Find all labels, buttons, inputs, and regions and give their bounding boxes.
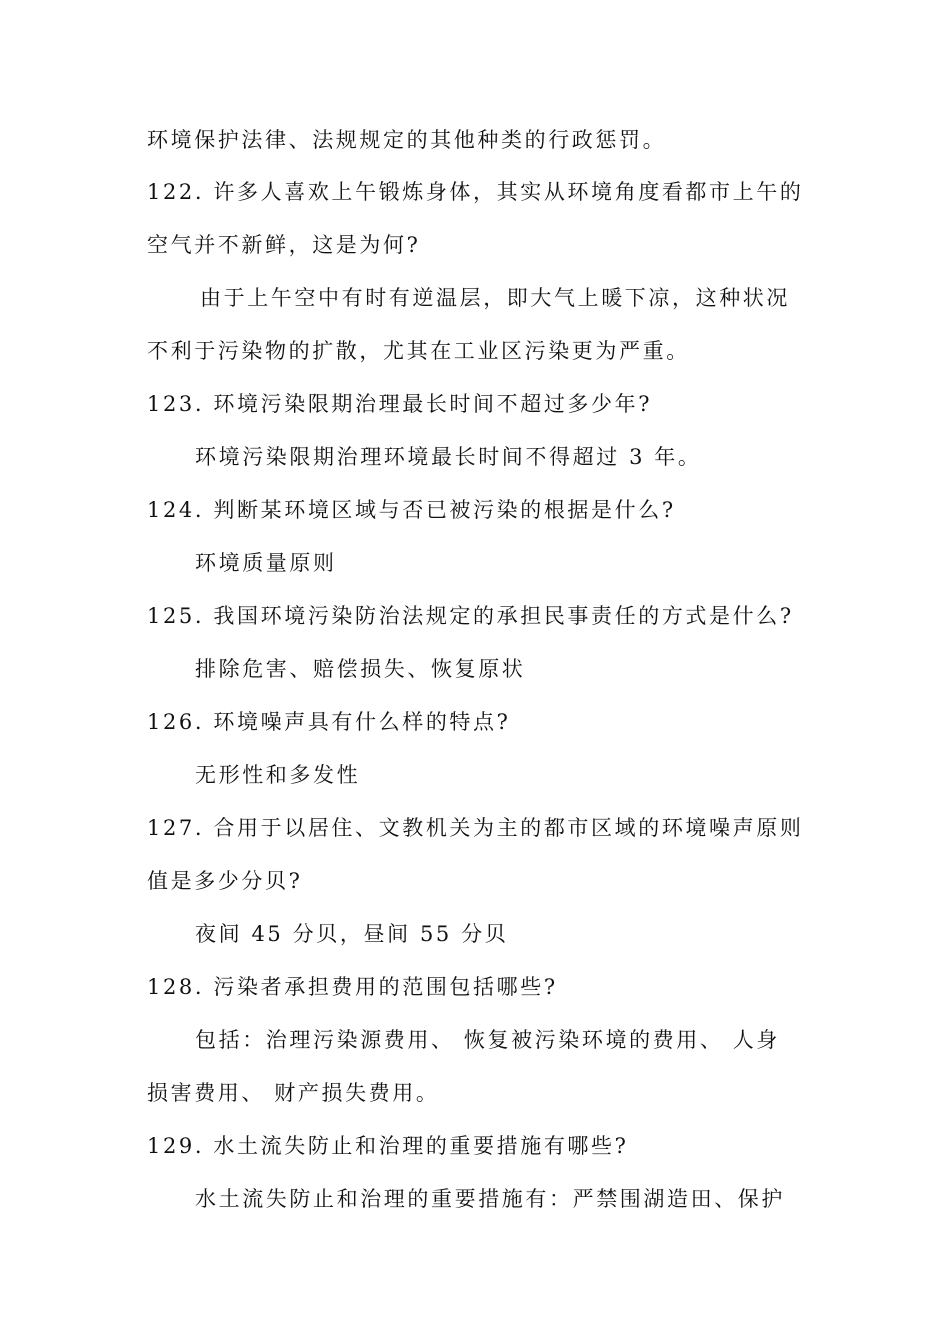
text-line: 环境保护法律、法规规定的其他种类的行政惩罚。	[147, 128, 667, 152]
answer-124: 环境质量原则	[195, 551, 337, 575]
question-126: 126. 环境噪声具有什么样的特点?	[147, 710, 511, 734]
answer-126: 无形性和多发性	[195, 763, 361, 787]
question-127: 127. 合用于以居住、文教机关为主的都市区域的环境噪声原则	[147, 816, 804, 840]
answer-125: 排除危害、赔偿损失、恢复原状	[195, 657, 526, 681]
text-line: 值是多少分贝?	[147, 869, 303, 893]
text-line: 不利于污染物的扩散，尤其在工业区污染更为严重。	[147, 339, 690, 363]
question-122: 122. 许多人喜欢上午锻炼身体，其实从环境角度看都市上午的	[147, 180, 804, 204]
answer-122: 由于上午空中有时有逆温层，即大气上暖下凉，这种状况	[200, 286, 790, 310]
question-124: 124. 判断某环境区域与否已被污染的根据是什么?	[147, 498, 676, 522]
answer-128: 包括：治理污染源费用、 恢复被污染环境的费用、 人身	[195, 1028, 780, 1052]
question-129: 129. 水土流失防止和治理的重要措施有哪些?	[147, 1134, 629, 1158]
question-125: 125. 我国环境污染防治法规定的承担民事责任的方式是什么?	[147, 604, 794, 628]
answer-123: 环境污染限期治理环境最长时间不得超过 3 年。	[195, 445, 702, 469]
question-128: 128. 污染者承担费用的范围包括哪些?	[147, 975, 558, 999]
text-line: 损害费用、 财产损失费用。	[147, 1081, 440, 1105]
answer-127: 夜间 45 分贝，昼间 55 分贝	[195, 922, 509, 946]
text-line: 空气并不新鲜，这是为何?	[147, 233, 421, 257]
answer-129: 水土流失防止和治理的重要措施有：严禁围湖造田、保护	[195, 1187, 785, 1211]
question-123: 123. 环境污染限期治理最长时间不超过多少年?	[147, 392, 653, 416]
